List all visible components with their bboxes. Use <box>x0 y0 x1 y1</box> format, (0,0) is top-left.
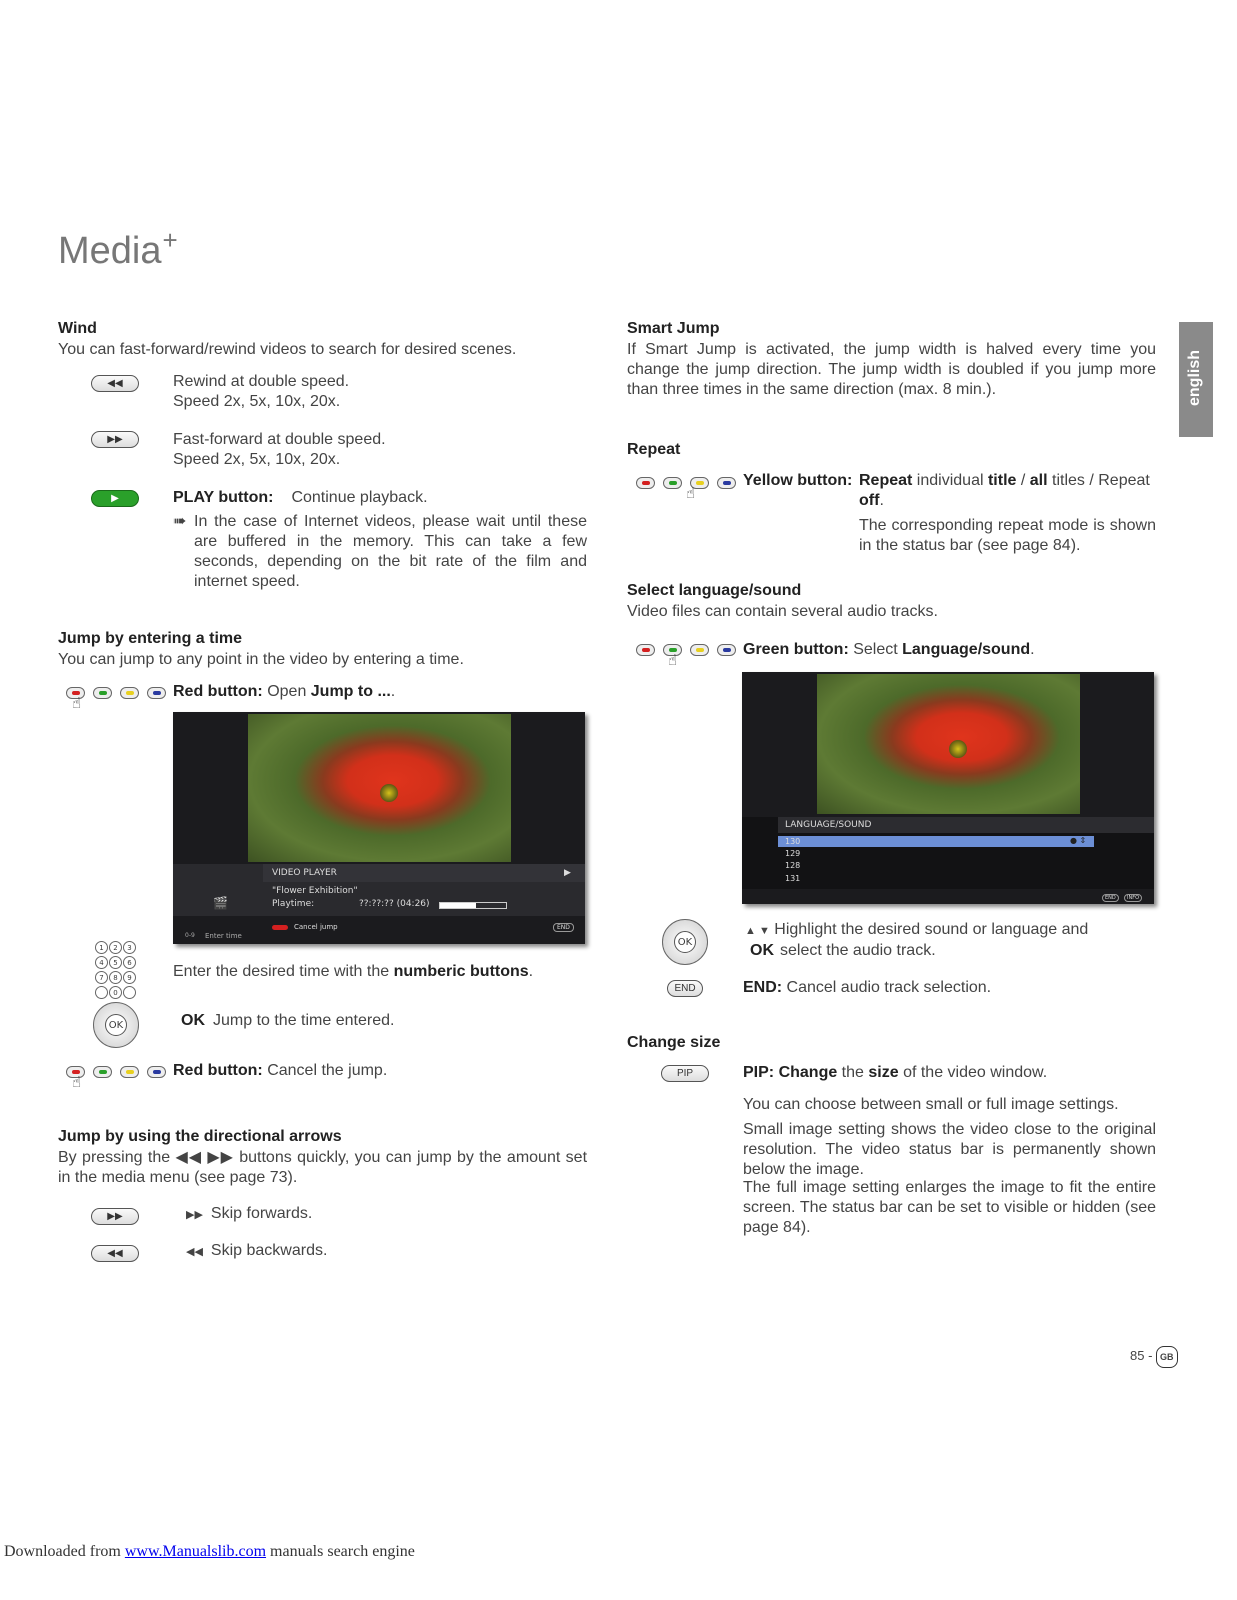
osd-playtime-label: Playtime: <box>272 899 315 909</box>
osd-red-key <box>272 925 288 930</box>
jump-time-intro: You can jump to any point in the video by entering a time. <box>58 651 464 668</box>
smart-jump-text: If Smart Jump is activated, the jump width is halved every time you change the jump direction. The jump width is doubled if you jump more than three times in the same direction (max. 8 min.). <box>627 341 1156 398</box>
up-down-arrows-icon: ▲ ▼ <box>745 925 770 937</box>
play-key <box>91 490 139 507</box>
jump-time-heading: Jump by entering a time <box>58 630 243 647</box>
osd-file: "Flower Exhibition" <box>272 886 358 896</box>
yellow-button-label: Yellow button: <box>743 472 853 489</box>
language-side-tab: english <box>1179 322 1213 437</box>
smart-jump-heading: Smart Jump <box>627 320 720 337</box>
red-key <box>636 477 655 489</box>
green-key <box>93 1066 112 1078</box>
hand-pointer-icon: ☝ <box>686 484 696 502</box>
green-key <box>93 687 112 699</box>
pip-line: PIP: Change the size of the video window. <box>743 1064 1048 1081</box>
osd-end-key: END <box>1102 894 1119 902</box>
track-128: 128 <box>785 861 801 870</box>
selected-track-highlight <box>778 836 1094 847</box>
pip-small-desc: Small image setting shows the video close to the original resolution. The video status bar is permanently shown below the image. <box>743 1121 1156 1178</box>
rewind-icon: ◀◀ <box>107 378 123 389</box>
osd-digits: 0-9 <box>185 932 195 939</box>
play-line: PLAY button: Continue playback. <box>173 489 428 506</box>
wind-heading: Wind <box>58 320 97 337</box>
ok-select-line: OK select the audio track. <box>750 942 936 959</box>
track-130: 130 <box>785 837 801 846</box>
osd-language-title: LANGUAGE/SOUND <box>785 820 872 830</box>
jump-arrows-intro: By pressing the ◀◀ ▶▶ buttons quickly, you can jump by the amount set in the media menu (see page 73). <box>58 1149 588 1186</box>
page-number: 85 - GB <box>1130 1346 1178 1368</box>
green-select-language: Green button: Select Language/sound. <box>743 641 1035 658</box>
pip-key: PIP <box>661 1065 709 1082</box>
poppy-image <box>248 714 511 862</box>
jump-arrows-heading: Jump by using the directional arrows <box>58 1128 342 1145</box>
blue-key <box>147 687 166 699</box>
video-player-screenshot <box>173 712 585 944</box>
pip-choice: You can choose between small or full image settings. <box>743 1096 1119 1113</box>
fast-forward-key <box>91 431 139 448</box>
osd-progress-bar <box>439 902 507 909</box>
green-key <box>663 477 682 489</box>
language-intro: Video files can contain several audio tracks. <box>627 603 938 620</box>
language-heading: Select language/sound <box>627 582 802 599</box>
language-sound-screenshot <box>742 672 1154 904</box>
internet-note: In the case of Internet videos, please wait until these are buffered in the memory. This can take a few seconds, depending on the bit rate of the film and internet speed. <box>194 513 587 590</box>
footer: Downloaded from www.Manualslib.com manuals search engine <box>4 1543 415 1560</box>
osd-cancel-jump: Cancel jump <box>294 923 338 931</box>
rewind-key <box>91 375 139 392</box>
blue-key <box>717 477 736 489</box>
hand-pointer-icon: ☝ <box>72 1073 82 1091</box>
pip-full-desc: The full image setting enlarges the image to fit the entire screen. The status bar can be set to visible or hidden (see page 84). <box>743 1179 1156 1236</box>
country-badge: GB <box>1156 1346 1178 1368</box>
osd-playtime-value: ??:??:?? (04:26) <box>359 899 430 909</box>
wind-intro: You can fast-forward/rewind videos to search for desired scenes. <box>58 341 517 358</box>
poppy-image <box>817 674 1080 814</box>
repeat-heading: Repeat <box>627 441 681 458</box>
change-size-heading: Change size <box>627 1034 721 1051</box>
skip-forward-line: ▶▶ Skip forwards. <box>186 1205 313 1222</box>
hand-pointer-icon: ☝ <box>72 694 82 712</box>
play-icon: ▶ <box>111 493 119 504</box>
track-updown-icon: ● ⇕ <box>1070 836 1087 845</box>
ok-jump-line: OK Jump to the time entered. <box>181 1012 395 1029</box>
osd-info-key: INFO <box>1124 894 1142 902</box>
track-131: 131 <box>785 874 801 883</box>
skip-back-line: ◀◀ Skip backwards. <box>186 1242 328 1259</box>
rewind-text: Rewind at double speed. Speed 2x, 5x, 10x, 20x. <box>173 373 350 410</box>
fast-forward-text: Fast-forward at double speed. Speed 2x, 5x, 10x, 20x. <box>173 431 386 468</box>
osd-end-key: END <box>553 923 574 932</box>
clapper-icon: 🎬 <box>213 896 228 910</box>
red-open-jump: Red button: Open Jump to .... <box>173 683 396 700</box>
ok-key-icon: OK <box>662 919 708 965</box>
skip-arrows-icon: ◀◀ ▶▶ <box>175 1149 234 1166</box>
track-129: 129 <box>785 849 801 858</box>
ok-key-icon: OK <box>93 1002 139 1048</box>
red-key <box>636 644 655 656</box>
end-key: END <box>667 980 703 997</box>
hand-pointer-icon: ☝ <box>668 651 678 669</box>
blue-key <box>147 1066 166 1078</box>
skip-back-key: ◀◀ <box>91 1245 139 1262</box>
yellow-key <box>120 1066 139 1078</box>
red-cancel-jump: Red button: Cancel the jump. <box>173 1062 388 1079</box>
osd-enter-time: Enter time <box>205 932 242 940</box>
color-keys-green <box>636 644 736 656</box>
osd-title: VIDEO PLAYER <box>272 868 337 878</box>
skip-forward-key: ▶▶ <box>91 1208 139 1225</box>
nav-instruction: ▲ ▼ Highlight the desired sound or language and <box>745 921 1089 938</box>
note-arrow-icon: ➠ <box>173 513 187 530</box>
blue-key <box>717 644 736 656</box>
yellow-key <box>690 644 709 656</box>
end-cancel-line: END: Cancel audio track selection. <box>743 979 992 996</box>
numeric-instruction: Enter the desired time with the numberic buttons. <box>173 963 534 980</box>
repeat-options: Repeat individual title / all titles / Repeat off. <box>859 472 1150 509</box>
fast-forward-icon: ▶▶ <box>107 434 123 445</box>
manualslib-link[interactable]: www.Manualslib.com <box>124 1543 267 1560</box>
yellow-key <box>120 687 139 699</box>
page-title: Media+ <box>58 225 178 272</box>
osd-play-icon: ▶ <box>564 868 571 878</box>
skip-forward-icon: ▶▶ <box>186 1209 203 1221</box>
numeric-keypad-icon: 1 2 3 4 5 6 7 8 9 0 <box>95 941 135 999</box>
repeat-status: The corresponding repeat mode is shown in the status bar (see page 84). <box>859 517 1156 554</box>
skip-back-icon: ◀◀ <box>186 1246 203 1258</box>
